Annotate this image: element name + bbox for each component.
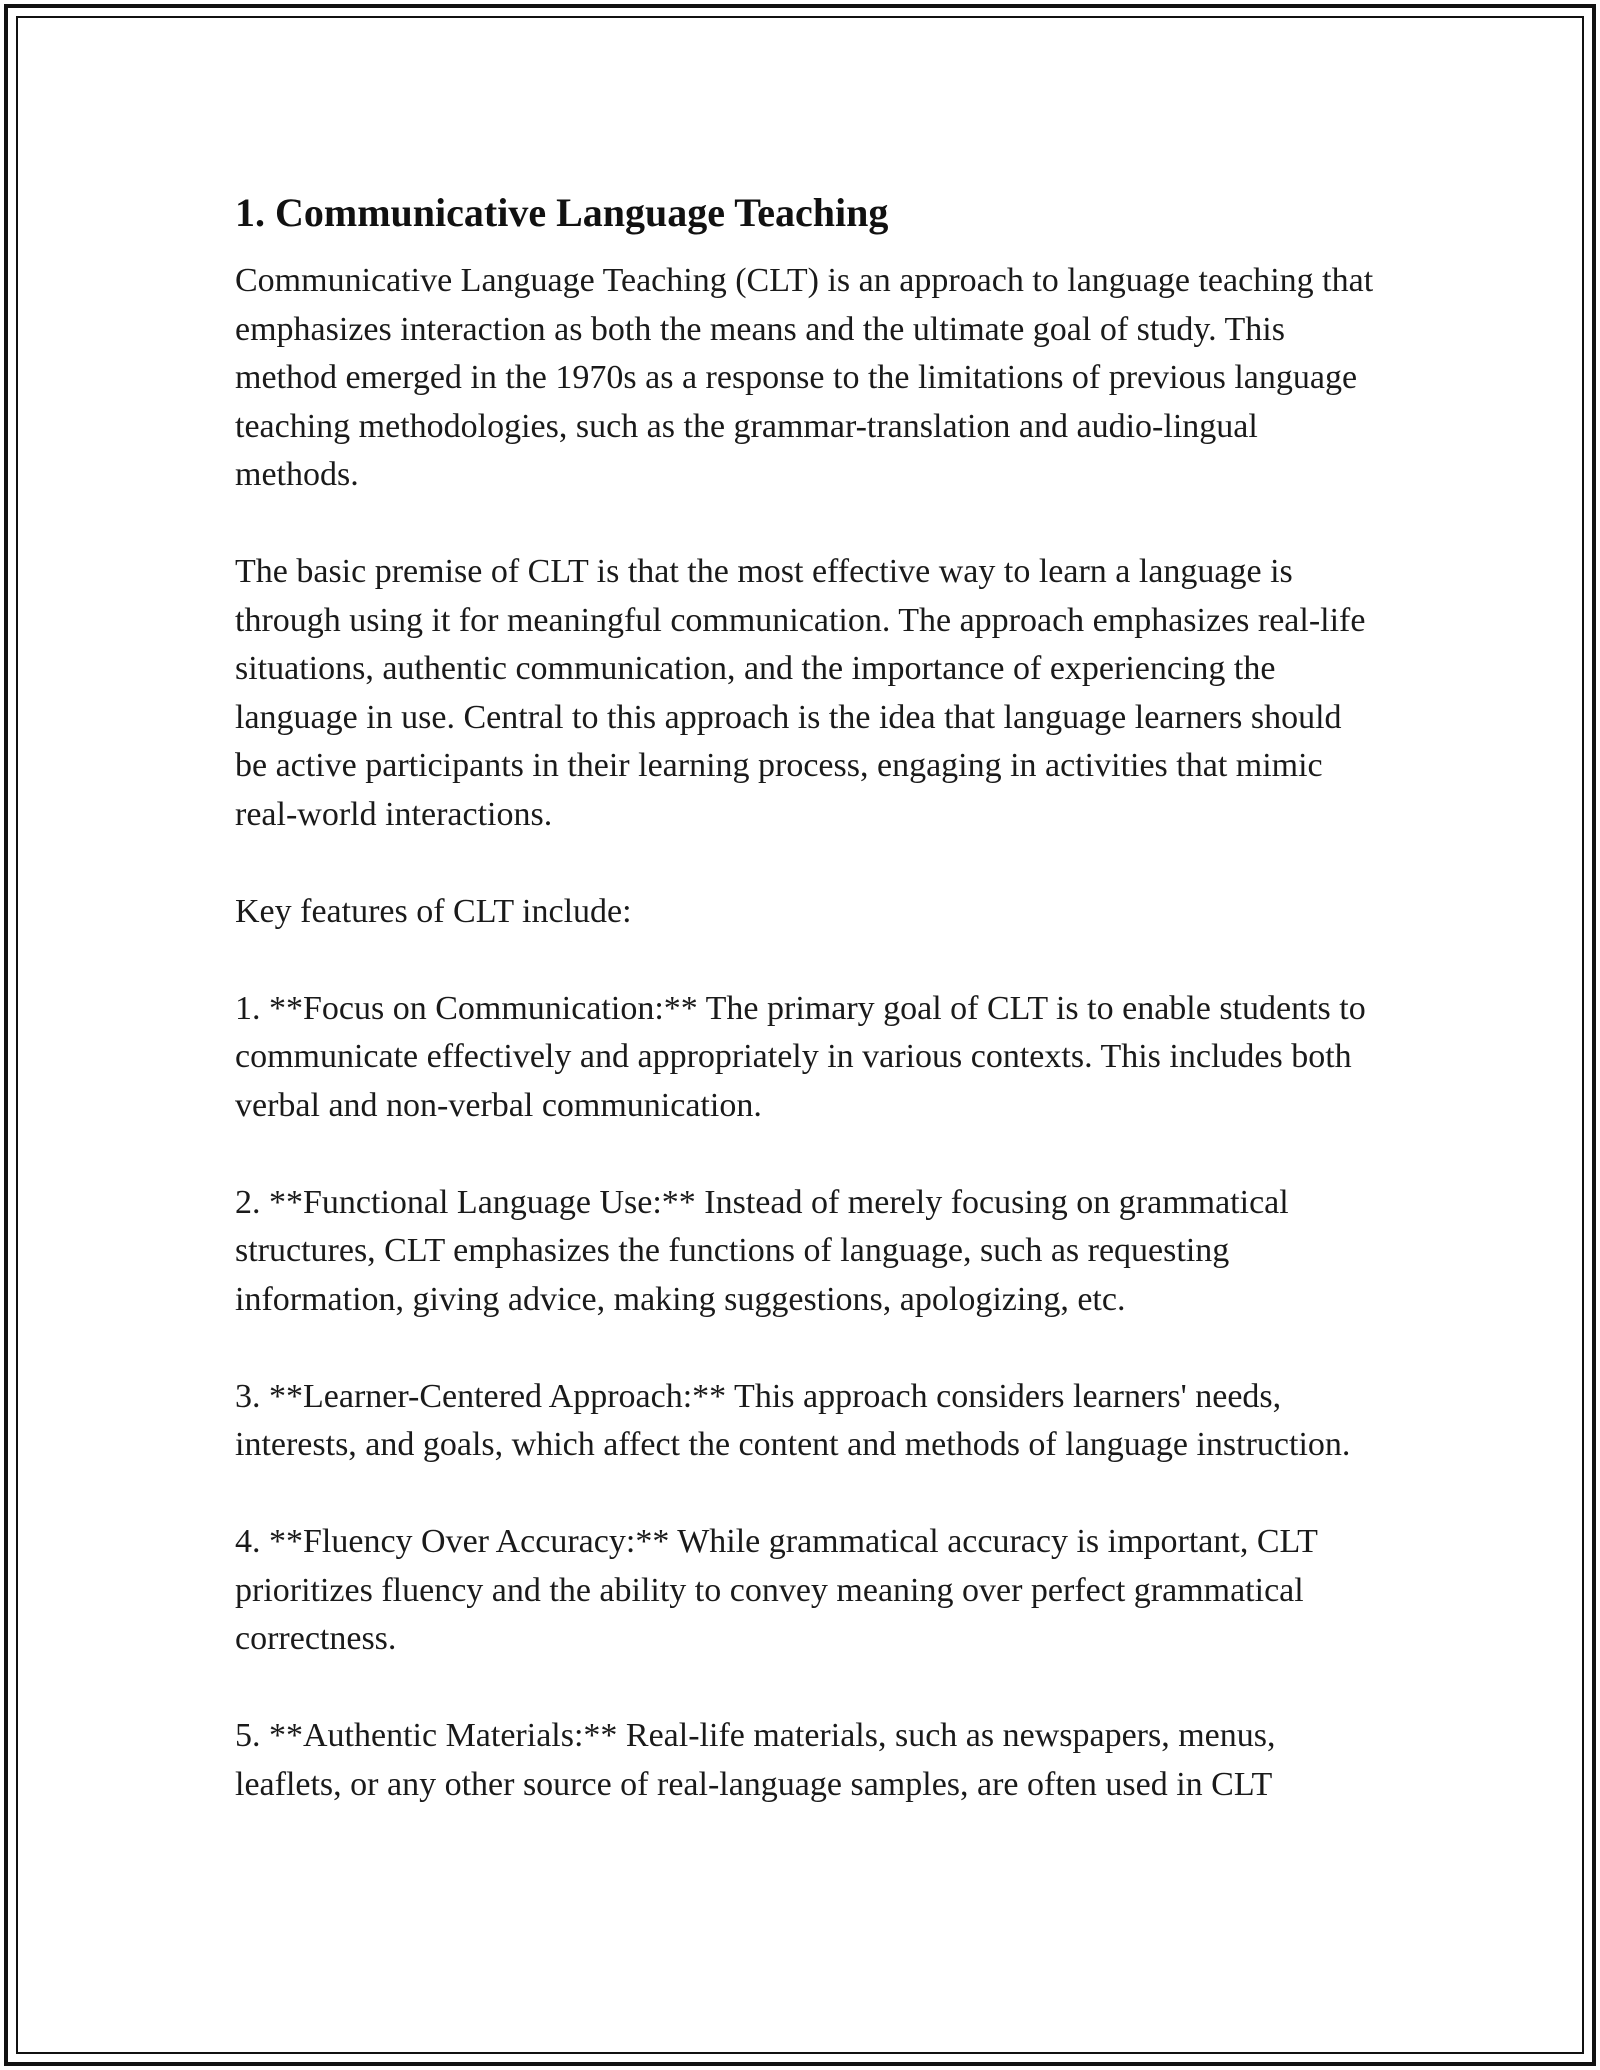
document-body: [235, 185, 1375, 1809]
list-item-communication: 1. **Focus on Communication:** The primary goal of CLT is to enable students to communicate effectively and appropriately in various contexts. This includes both verbal and non-verbal communication.: [235, 989, 1366, 1124]
list-item-learner-centered: 3. **Learner-Centered Approach:** This approach considers learners' needs, interests, and goals, which affect the content and methods of language instruction.: [235, 1377, 1351, 1463]
section-heading: 1. Communicative Language Teaching: [235, 190, 889, 235]
list-item-functional-language: 2. **Functional Language Use:** Instead of merely focusing on grammatical structures, CLT emphasizes the functions of language, such as requesting information, giving advice, making suggestions, apologizing, etc.: [235, 1183, 1289, 1318]
list-item-fluency: 4. **Fluency Over Accuracy:** While grammatical accuracy is important, CLT prioritizes fluency and the ability to convey meaning over perfect grammatical correctness.: [235, 1523, 1318, 1657]
paragraph-premise: The basic premise of CLT is that the most effective way to learn a language is through using it for meaningful communication. The approach emphasizes real-life situations, authentic communication, and the importance of experiencing the language in use. Central to this approach is the idea that language learners should be active participants in their learning process, engaging in activities that mimic real-world interactions.: [235, 553, 1366, 833]
paragraph-intro: Communicative Language Teaching (CLT) is an approach to language teaching that emphasizes interaction as both the means and the ultimate goal of study. This method emerged in the 1970s as a response to the limitations of previous language teaching methodologies, such as the grammar-translation and audio-lingual methods.: [235, 262, 1374, 493]
paragraph-features-lead: Key features of CLT include:: [235, 892, 632, 930]
list-item-authentic-materials: 5. **Authentic Materials:** Real-life materials, such as newspapers, menus, leaflets, or any other source of real-language samples, are often used in CLT: [235, 1717, 1276, 1803]
